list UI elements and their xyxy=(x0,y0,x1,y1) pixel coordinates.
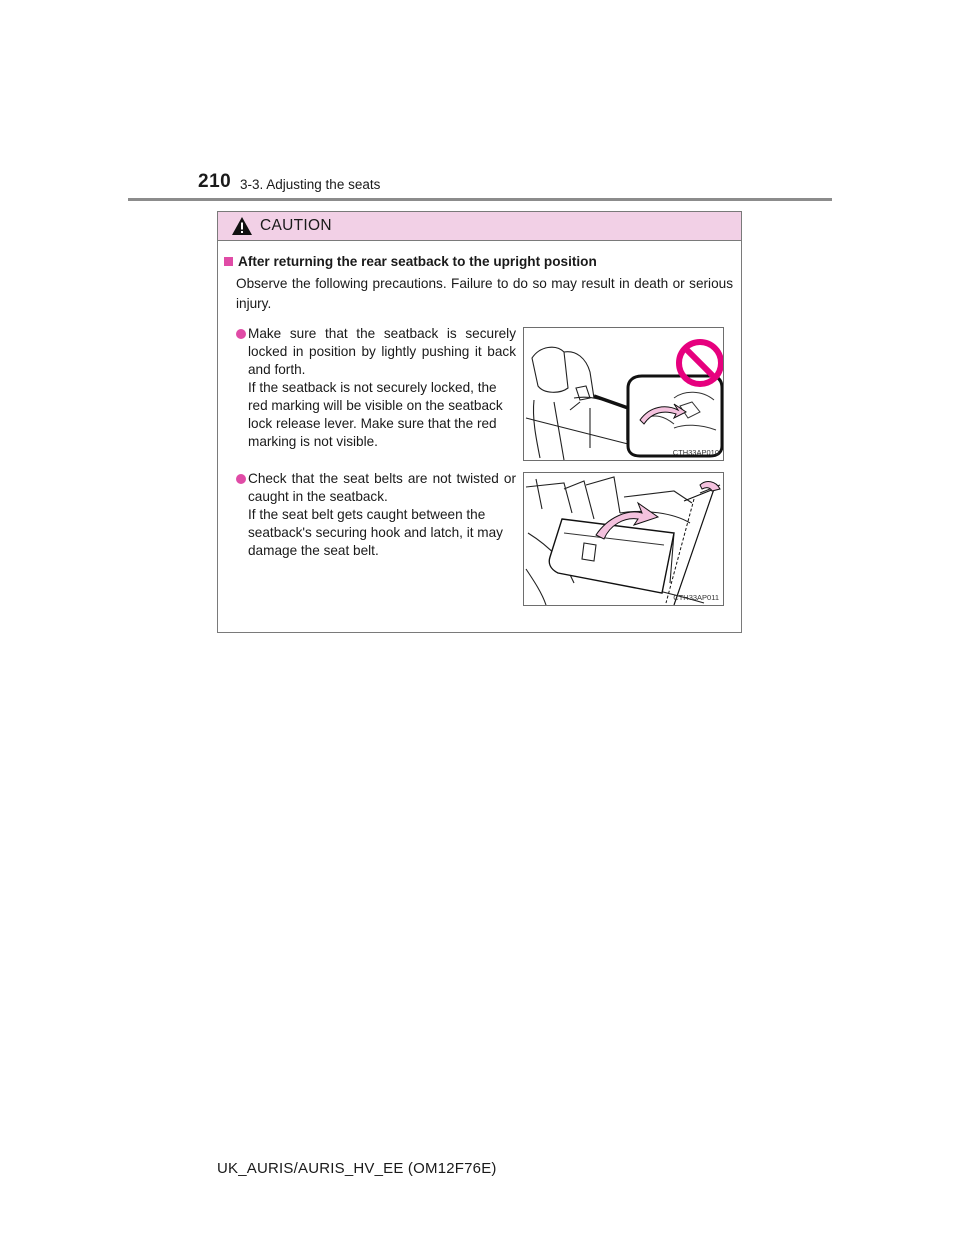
caution-heading-text: After returning the rear seatback to the upright position xyxy=(238,254,597,269)
bullet-line: Make sure that the seatback is securely locked in position by lightly pushing it back and forth. xyxy=(248,326,516,377)
figure-code: CTH33AP010 xyxy=(672,448,719,457)
footer-model-code: UK_AURIS/AURIS_HV_EE (OM12F76E) xyxy=(217,1160,497,1177)
caution-heading xyxy=(224,254,597,269)
page-number: 210 xyxy=(198,171,232,192)
bullet-item-seatbelt-check xyxy=(236,470,516,560)
figure-code: CTH33AP011 xyxy=(673,593,719,602)
square-bullet-icon xyxy=(224,257,233,266)
caution-box xyxy=(217,211,742,633)
bullet-text xyxy=(248,325,516,451)
caution-header xyxy=(218,212,741,241)
section-title: 3-3. Adjusting the seats xyxy=(240,177,381,192)
round-bullet-icon xyxy=(236,474,246,484)
bullet-text xyxy=(248,470,516,560)
bullet-line: If the seatback is not securely locked, the red marking will be visible on the seatback lock release lever. Make sure that the red marking is not visible. xyxy=(248,380,503,449)
header-rule xyxy=(128,198,832,201)
bullet-item-lock-check xyxy=(236,325,516,451)
warning-triangle-icon xyxy=(231,216,253,236)
bullet-line: If the seat belt gets caught between the seatback's securing hook and latch, it may damage the seat belt. xyxy=(248,507,503,558)
caution-intro: Observe the following precautions. Failure to do so may result in death or serious injury. xyxy=(236,276,733,311)
bullet-line: Check that the seat belts are not twisted or caught in the seatback. xyxy=(248,471,516,504)
round-bullet-icon xyxy=(236,329,246,339)
figure-seatback-lock xyxy=(523,327,724,461)
caution-label: CAUTION xyxy=(260,217,332,234)
figure-seatbelt xyxy=(523,472,724,606)
